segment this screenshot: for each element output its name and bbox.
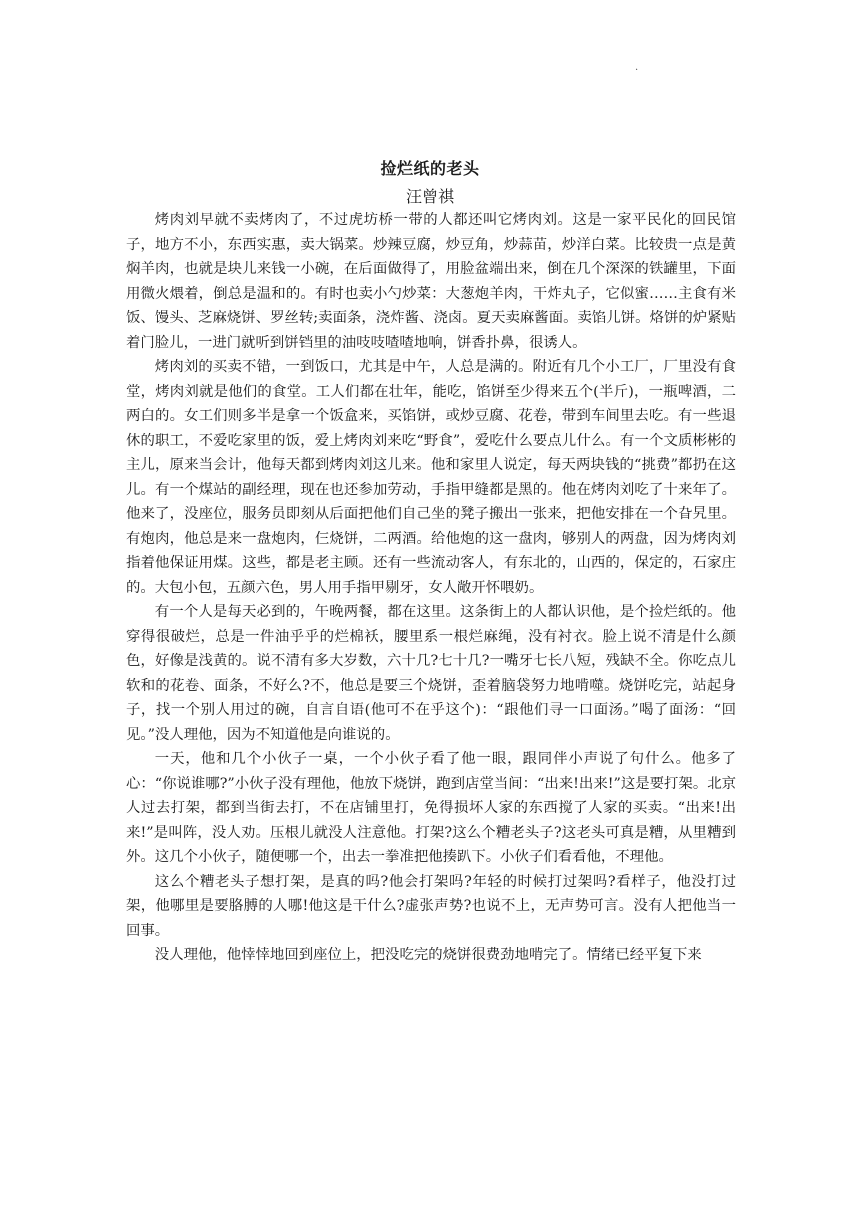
paragraph-4: 一天，他和几个小伙子一桌，一个小伙子看了他一眼，跟同伴小声说了句什么。他多了心：“你说谁哪?”小伙子没有理他，他放下烧饼，跑到店堂当间：“出来!出来!”这是要打架。北京人过去打架，都到当街去打，不在店铺里打，免得损坏人家的东西搅了人家的买卖。“出来!出来!”是叫阵，没人劝。压根儿就没人注意他。打架?这么个糟老头子?这老头可真是糟，从里糟到外。这几个小伙子，随便哪一个，出去一拳准把他揍趴下。小伙子们看看他，不理他。: [126, 751, 736, 865]
article-title: 捡烂纸的老头: [380, 159, 480, 178]
paragraph-6: 没人理他，他悻悻地回到座位上，把没吃完的烧饼很费劲地啃完了。情绪已经平复下来: [154, 947, 702, 963]
paragraph-3: 有一个人是每天必到的，午晚两餐，都在这里。这条街上的人都认识他，是个捡烂纸的。他穿得很破烂，总是一件油乎乎的烂棉袄，腰里系一根烂麻绳，没有衬衣。脸上说不清是什么颜色，好像是浅黄的。说不清有多大岁数，六十几?七十几?一嘴牙七长八短，残缺不全。你吃点儿软和的花卷、面条，不好么?不，他总是要三个烧饼，歪着脑袋努力地啃噬。烧饼吃完，站起身子，找一个别人用过的碗，自言自语(他可不在乎这个)：“跟他们寻一口面汤。”喝了面汤：“回见。”没人理他，因为不知道他是向谁说的。: [126, 604, 736, 743]
article-body: [126, 208, 736, 968]
article-author: 汪曾祺: [405, 187, 454, 206]
paragraph-1: 烤肉刘早就不卖烤肉了，不过虎坊桥一带的人都还叫它烤肉刘。这是一家平民化的回民馆子，地方不小，东西实惠，卖大锅菜。炒辣豆腐，炒豆角，炒蒜苗，炒洋白菜。比较贵一点是黄焖羊肉，也就是块儿来钱一小碗，在后面做得了，用脸盆端出来，倒在几个深深的铁罐里，下面用微火煨着，倒总是温和的。有时也卖小勺炒菜：大葱炮羊肉，干炸丸子，它似蜜……主食有米饭、馒头、芝麻烧饼、罗丝转;卖面条，浇炸酱、浇卤。夏天卖麻酱面。卖馅儿饼。烙饼的炉紧贴着门脸儿，一进门就听到饼铛里的油吱吱喳喳地响，饼香扑鼻，很诱人。: [126, 212, 736, 351]
paragraph-5: 这么个糟老头子想打架，是真的吗?他会打架吗?年轻的时候打过架吗?看样子，他没打过架，他哪里是要胳膊的人哪!他这是干什么?虚张声势?也说不上，无声势可言。没有人把他当一回事。: [126, 873, 736, 939]
page-corner-mark: .: [635, 62, 639, 73]
paragraph-2: 烤肉刘的买卖不错，一到饭口，尤其是中午，人总是满的。附近有几个小工厂，厂里没有食堂，烤肉刘就是他们的食堂。工人们都在壮年，能吃，馅饼至少得来五个(半斤)，一瓶啤酒，二两白的。女工们则多半是拿一个饭盒来，买馅饼，或炒豆腐、花卷，带到车间里去吃。有一些退休的职工，不爱吃家里的饭，爱上烤肉刘来吃“野食”，爱吃什么要点儿什么。有一个文质彬彬的主儿，原来当会计，他每天都到烤肉刘这儿来。他和家里人说定，每天两块钱的“挑费”都扔在这儿。有一个煤站的副经理，现在也还参加劳动，手指甲缝都是黑的。他在烤肉刘吃了十来年了。他来了，没座位，服务员即刻从后面把他们自己坐的凳子搬出一张来，把他安排在一个旮旯里。有炮肉，他总是来一盘炮肉，仨烧饼，二两酒。给他炮的这一盘肉，够别人的两盘，因为烤肉刘指着他保证用煤。这些，都是老主顾。还有一些流动客人，有东北的，山西的，保定的，石家庄的。大包小包，五颜六色，男人用手指甲剔牙，女人敞开怀喂奶。: [126, 359, 736, 596]
